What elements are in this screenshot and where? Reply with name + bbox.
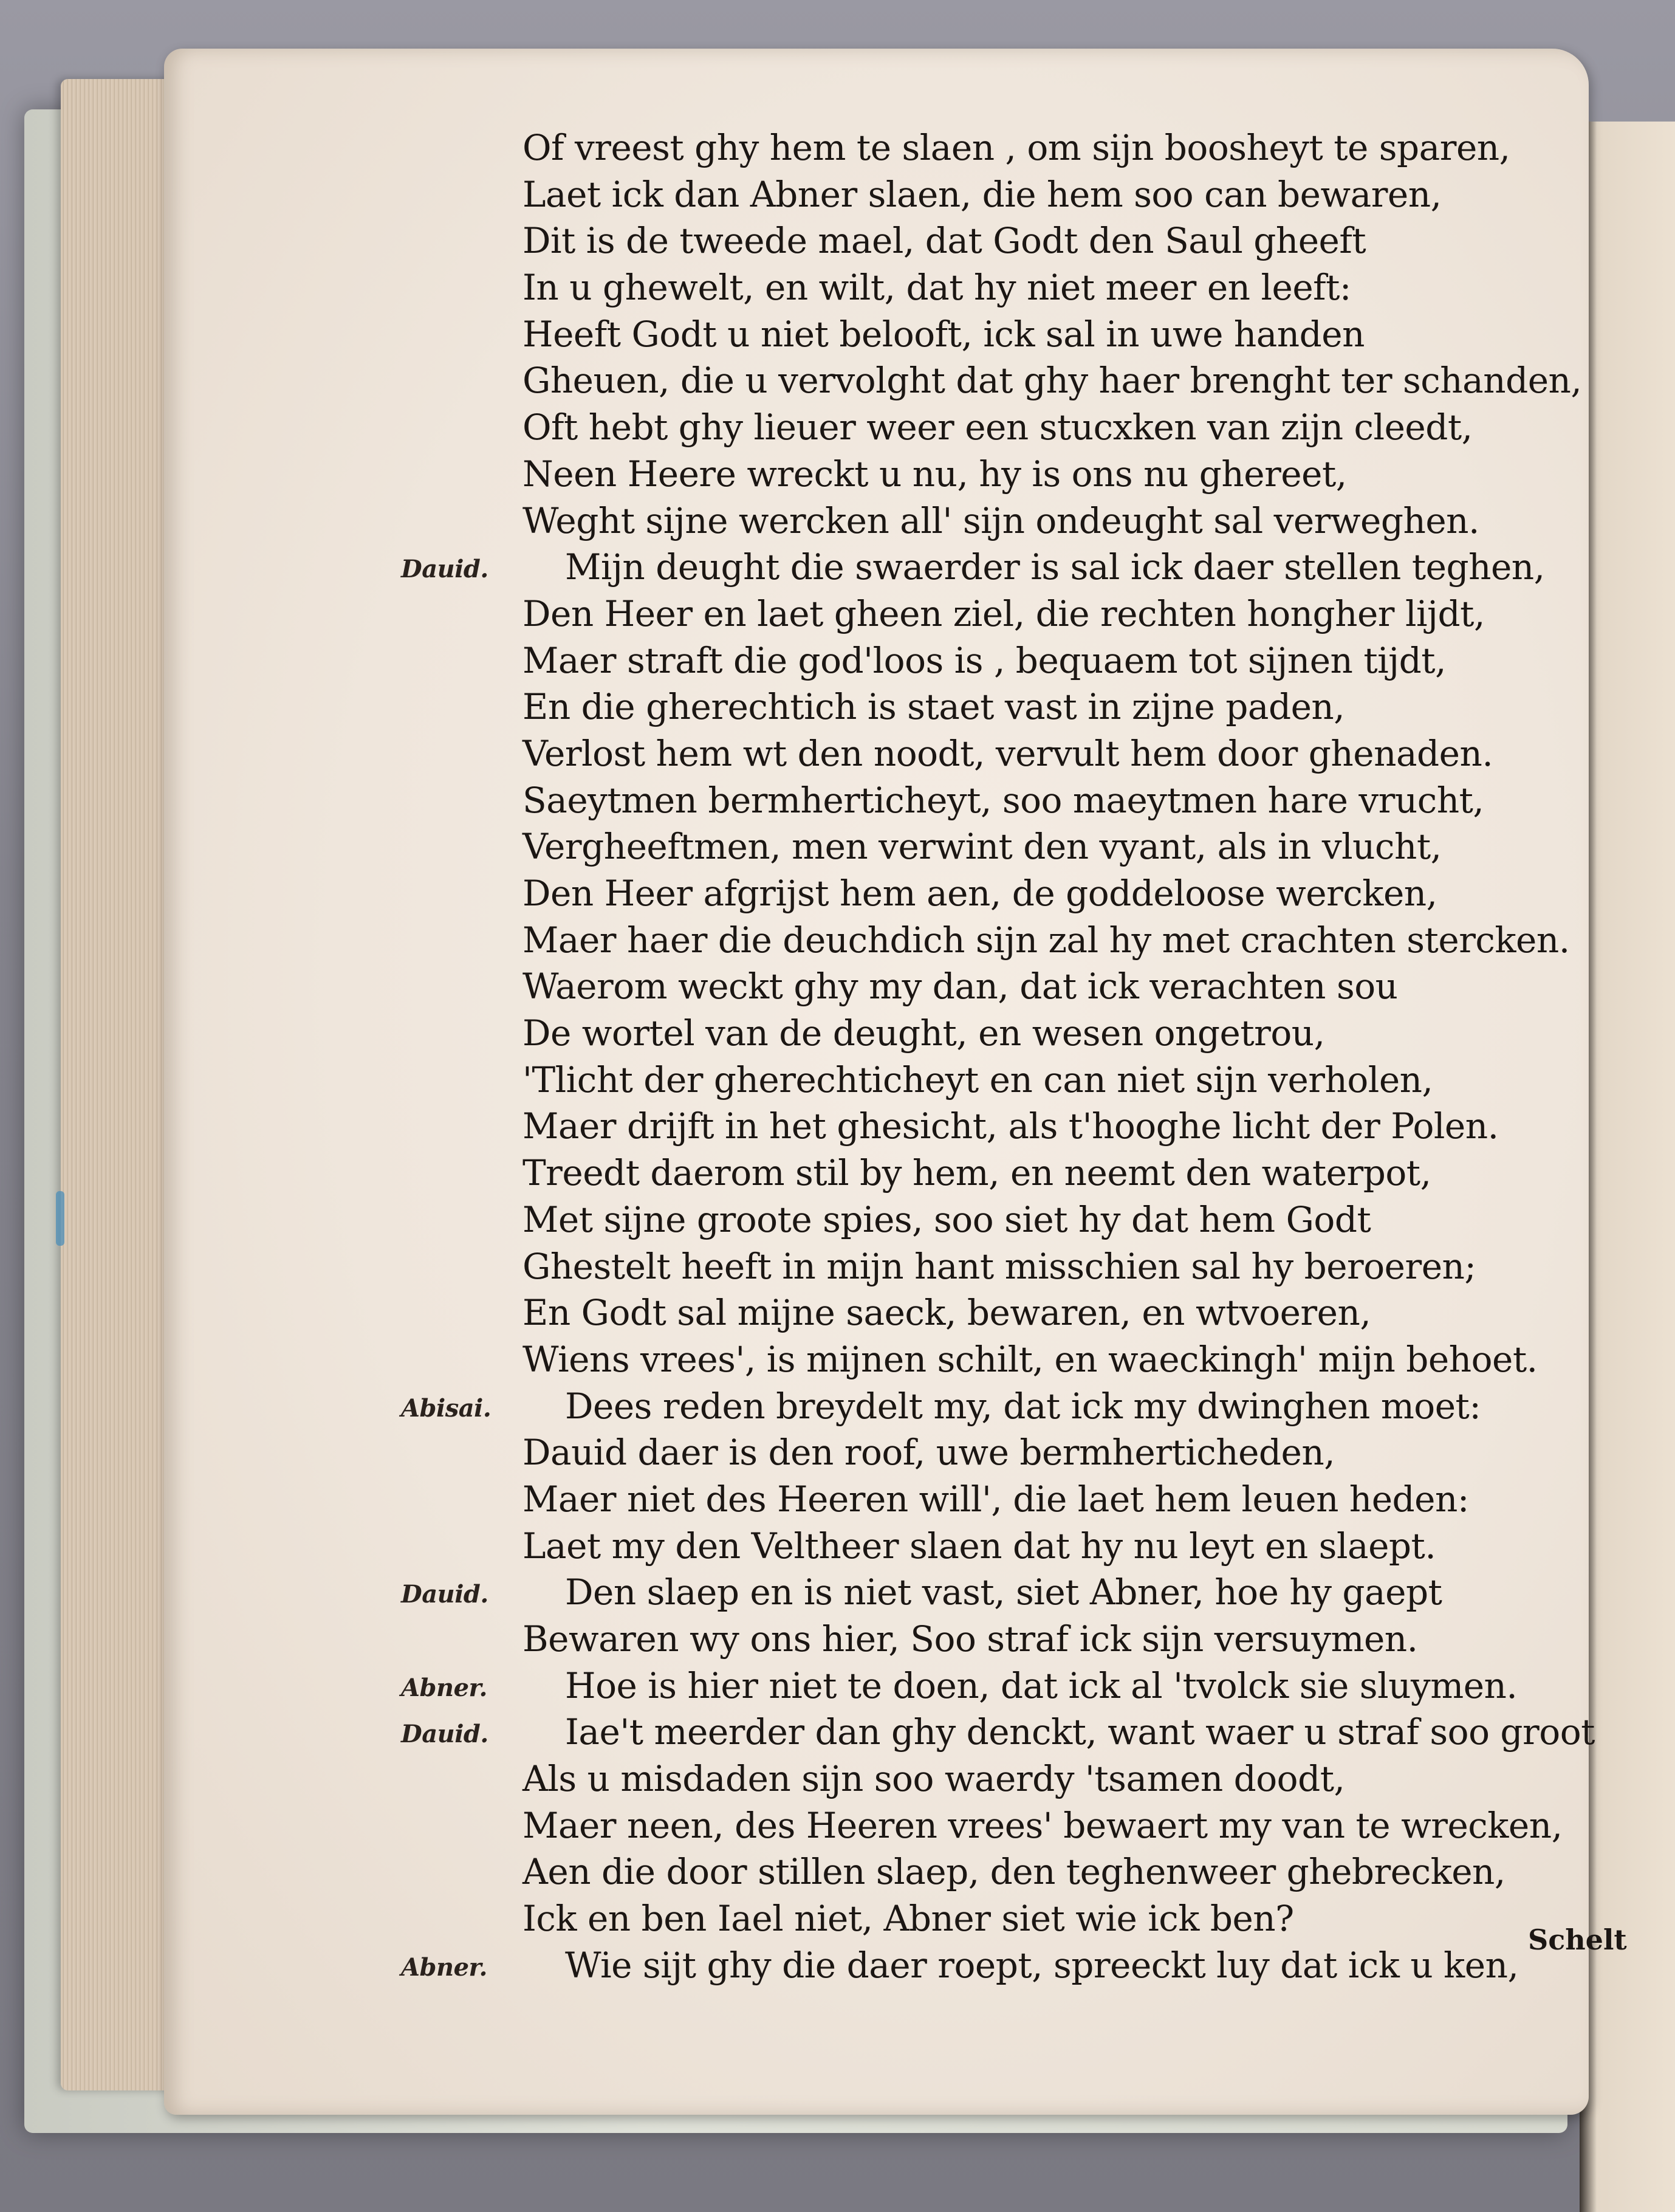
speaker-label: Dauid. <box>401 1720 488 1749</box>
verse-text: Oft hebt ghy lieuer weer een stucxken van zijn cleedt, <box>522 407 1473 448</box>
verse-line <box>522 311 1592 358</box>
verse-line <box>522 637 1592 684</box>
verse-text: Dauid daer is den roof, uwe bermherticheden, <box>522 1432 1335 1474</box>
verse-text: Met sijne groote spies, soo siet hy dat hem Godt <box>522 1198 1371 1240</box>
verse-line <box>401 544 1592 591</box>
verse-line <box>522 591 1592 637</box>
verse-line <box>522 1756 1592 1802</box>
verse-line <box>522 1429 1592 1476</box>
verse-text: Ick en ben Iael niet, Abner siet wie ick ben? <box>522 1898 1294 1940</box>
verse-line <box>522 1476 1592 1523</box>
verse-line <box>522 264 1592 311</box>
verse-line <box>522 1290 1592 1336</box>
verse-line <box>522 963 1592 1010</box>
ink-stain <box>56 1191 64 1246</box>
verse-text: Wie sijt ghy die daer roept, spreeckt luy dat ick u ken, <box>565 1944 1519 1986</box>
verse-text: Ghestelt heeft in mijn hant misschien sal hy beroeren; <box>522 1245 1476 1287</box>
speaker-label: Abner. <box>401 1673 487 1702</box>
speaker-label: Abisai. <box>401 1393 492 1423</box>
verse-line <box>401 1383 1592 1430</box>
verse-text: Weght sijne wercken all' sijn ondeught sal verweghen. <box>522 500 1479 541</box>
poem-text <box>401 125 1595 1989</box>
verse-line <box>522 125 1592 171</box>
verse-text: 'Tlicht der gherechticheyt en can niet sijn verholen, <box>522 1059 1433 1101</box>
verse-text: Vergheeftmen, men verwint den vyant, als in vlucht, <box>522 826 1442 868</box>
verse-line <box>522 917 1592 964</box>
verse-text: Den slaep en is niet vast, siet Abner, hoe hy gaept <box>565 1571 1442 1613</box>
verse-text: Als u misdaden sijn soo waerdy 'tsamen doodt, <box>522 1758 1345 1800</box>
verse-text: Maer drijft in het ghesicht, als t'hooghe licht der Polen. <box>522 1105 1499 1147</box>
verse-text: Hoe is hier niet te doen, dat ick al 'tvolck sie sluymen. <box>565 1664 1518 1706</box>
facing-page <box>1580 122 1675 2212</box>
verse-line <box>522 870 1592 917</box>
verse-line <box>522 1057 1592 1104</box>
speaker-label: Dauid. <box>401 1580 488 1609</box>
verse-text: Den Heer en laet gheen ziel, die rechten hongher lijdt, <box>522 592 1485 634</box>
verse-line <box>522 218 1592 264</box>
verse-line <box>401 1569 1592 1616</box>
verse-text: Maer straft die god'loos is , bequaem tot sijnen tijdt, <box>522 639 1447 681</box>
verse-text: Maer neen, des Heeren vrees' bewaert my van te wrecken, <box>522 1804 1563 1846</box>
verse-text: En die gherechtich is staet vast in zijne paden, <box>522 686 1345 728</box>
verse-text: Aen die door stillen slaep, den teghenweer ghebrecken, <box>522 1851 1505 1893</box>
verse-text: Wiens vrees', is mijnen schilt, en waeckingh' mijn behoet. <box>522 1338 1538 1380</box>
verse-text: En Godt sal mijne saeck, bewaren, en wtvoeren, <box>522 1292 1371 1334</box>
verse-text: Iae't meerder dan ghy denckt, want waer u straf soo groot <box>565 1711 1595 1753</box>
verse-line <box>522 1523 1592 1570</box>
verse-text: Waerom weckt ghy my dan, dat ick verachten sou <box>522 966 1398 1008</box>
verse-text: Verlost hem wt den noodt, vervult hem door ghenaden. <box>522 732 1493 774</box>
verse-text: Of vreest ghy hem te slaen , om sijn boosheyt te sparen, <box>522 127 1510 168</box>
verse-line <box>522 357 1592 404</box>
verse-text: Treedt daerom stil by hem, en neemt den waterpot, <box>522 1152 1431 1194</box>
verse-line <box>522 1243 1592 1290</box>
verse-text: Laet my den Veltheer slaen dat hy nu leyt en slaept. <box>522 1525 1436 1567</box>
verse-line <box>522 1895 1592 1942</box>
verse-text: De wortel van de deught, en wesen ongetrou, <box>522 1012 1325 1054</box>
verse-text: Heeft Godt u niet belooft, ick sal in uwe handen <box>522 313 1365 355</box>
verse-line <box>522 684 1592 730</box>
verse-line <box>522 171 1592 218</box>
verse-line <box>522 1849 1592 1895</box>
speaker-label: Abner. <box>401 1953 487 1982</box>
verse-line <box>522 1103 1592 1150</box>
verse-line <box>522 730 1592 777</box>
verse-line <box>522 451 1592 498</box>
verse-line <box>522 777 1592 824</box>
page-edges <box>61 79 176 2090</box>
verse-line <box>522 1010 1592 1057</box>
verse-text: Dit is de tweede mael, dat Godt den Saul gheeft <box>522 220 1366 262</box>
verse-line <box>401 1663 1592 1709</box>
verse-text: Saeytmen bermherticheyt, soo maeytmen hare vrucht, <box>522 779 1484 821</box>
verse-text: Maer haer die deuchdich sijn zal hy met crachten stercken. <box>522 919 1570 961</box>
verse-line <box>522 823 1592 870</box>
verse-line <box>401 1709 1595 1756</box>
verse-text: Bewaren wy ons hier, Soo straf ick sijn versuymen. <box>522 1618 1418 1660</box>
verse-text: Neen Heere wreckt u nu, hy is ons nu ghereet, <box>522 453 1347 495</box>
verse-line <box>522 404 1592 451</box>
verse-line <box>401 1942 1592 1989</box>
speaker-label: Dauid. <box>401 555 488 584</box>
verse-line <box>522 498 1592 544</box>
verse-text: Laet ick dan Abner slaen, die hem soo can bewaren, <box>522 173 1442 215</box>
verse-line <box>522 1197 1592 1243</box>
verse-text: Maer niet des Heeren will', die laet hem leuen heden: <box>522 1478 1469 1520</box>
verse-line <box>522 1616 1592 1663</box>
verse-line <box>522 1336 1592 1383</box>
verse-text: Den Heer afgrijst hem aen, de goddeloose wercken, <box>522 873 1437 914</box>
verse-text: Mijn deught die swaerder is sal ick daer stellen teghen, <box>565 546 1545 588</box>
verse-line <box>522 1802 1592 1849</box>
verse-text: Dees reden breydelt my, dat ick my dwinghen moet: <box>565 1385 1481 1427</box>
verse-text: In u ghewelt, en wilt, dat hy niet meer en leeft: <box>522 267 1351 309</box>
verse-line <box>522 1150 1592 1197</box>
verse-text: Gheuen, die u vervolght dat ghy haer brenght ter schanden, <box>522 360 1582 402</box>
catchword: Schelt <box>1528 1923 1627 1956</box>
